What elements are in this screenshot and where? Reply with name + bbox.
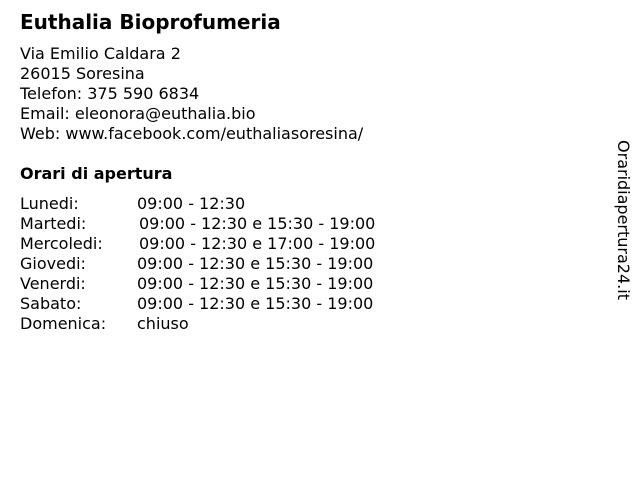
day-label: Domenica:: [20, 314, 107, 333]
day-label: Sabato:: [20, 294, 82, 313]
time-value: 09:00 - 12:30 e 15:30 - 19:00: [137, 274, 374, 293]
email-address: Email: eleonora@euthalia.bio: [20, 104, 256, 123]
city-postal-code: 26015 Soresina: [20, 64, 145, 83]
day-label: Martedi:: [20, 214, 87, 233]
time-value: 09:00 - 12:30 e 15:30 - 19:00: [139, 214, 376, 233]
time-value: 09:00 - 12:30 e 15:30 - 19:00: [137, 254, 374, 273]
site-brand-watermark: Oraridiapertura24.it: [614, 140, 633, 300]
opening-hours-heading: Orari di apertura: [20, 164, 173, 183]
business-name: Euthalia Bioprofumeria: [20, 10, 281, 34]
phone-number: Telefon: 375 590 6834: [20, 84, 200, 103]
time-value: 09:00 - 12:30 e 15:30 - 19:00: [137, 294, 374, 313]
day-label: Venerdi:: [20, 274, 86, 293]
website-url: Web: www.facebook.com/euthaliasoresina/: [20, 124, 364, 143]
business-contact-block: [20, 44, 363, 144]
day-label: Mercoledi:: [20, 234, 103, 253]
time-value: 09:00 - 12:30: [137, 194, 246, 213]
time-value: chiuso: [137, 314, 189, 333]
day-label: Giovedi:: [20, 254, 86, 273]
day-label: Lunedi:: [20, 194, 79, 213]
street-address: Via Emilio Caldara 2: [20, 44, 181, 63]
time-value: 09:00 - 12:30 e 17:00 - 19:00: [139, 234, 376, 253]
